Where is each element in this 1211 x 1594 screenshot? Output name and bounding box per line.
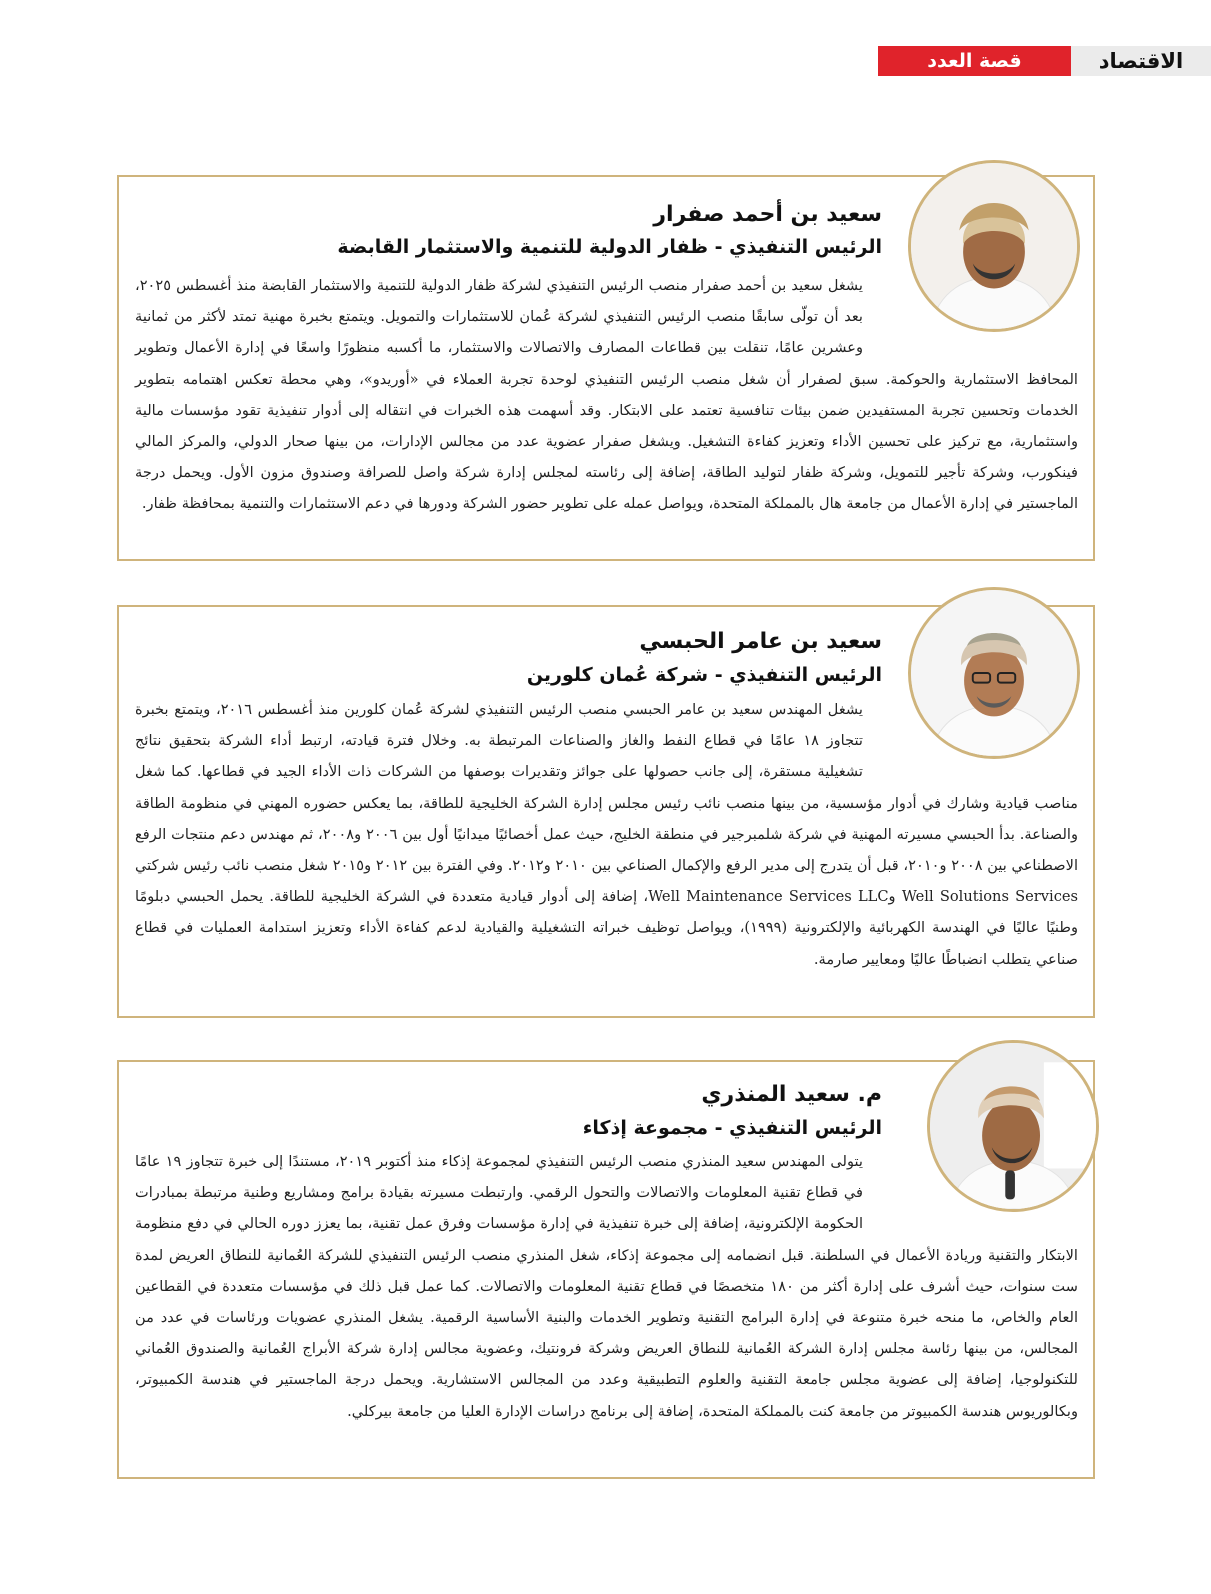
- profile-name: م. سعيد المنذري: [701, 1082, 882, 1107]
- brand-logo: الاقتصاد: [1071, 46, 1211, 76]
- profile-bio: يشغل سعيد بن أحمد صفرار منصب الرئيس التنفيذي لشركة ظفار الدولية للتنمية والاستثمار القابضة منذ أغسطس ٢٠٢٥، بعد أن تولّى سابقًا منصب الرئيس التنفيذي لشركة عُمان للاستثمارات والتمويل. ويتمتع بخبرة مهنية تمتد لأكثر من ثمانية وعشرين عامًا، تنقلت بين قطاعات المصارف والاتصالات والاستثمار، ما أكسبه منظورًا واسعًا في إدارة الأعمال وتطوير المحافظ الاستثمارية والحوكمة. سبق لصفرار أن شغل منصب الرئيس التنفيذي لوحدة تجربة العملاء في «أوريدو»، وهي محطة تعكس اهتمامه بتطوير الخدمات وتحسين تجربة المستفيدين ضمن بيئات تنافسية تعتمد على الابتكار. وقد أسهمت هذه الخبرات في انتقاله إلى أدوار تنفيذية تقود مؤسسات مالية واستثمارية، مع تركيز على تحسين الأداء وتعزيز كفاءة التشغيل. ويشغل صفرار عضوية عدد من مجالس الإدارات، من بينها صحار الدولي، والمركز المالي فينكورب، وشركة تأجير للتمويل، وشركة ظفار لتوليد الطاقة، إضافة إلى رئاسته لمجلس إدارة شركة واصل للصرافة وصندوق مزون الأول. ويحمل درجة الماجستير في إدارة الأعمال من جامعة هال بالمملكة المتحدة، ويواصل عمله على تطوير حضور الشركة ودورها في دعم الاستثمارات والتنمية بمحافظة ظفار.: [135, 277, 1078, 513]
- profile-role: الرئيس التنفيذي - مجموعة إذكاء: [582, 1117, 882, 1139]
- page-header: [878, 46, 1211, 76]
- profile-role: الرئيس التنفيذي - ظفار الدولية للتنمية والاستثمار القابضة: [337, 236, 882, 258]
- profile-bio: يشغل المهندس سعيد بن عامر الحبسي منصب الرئيس التنفيذي لشركة عُمان كلورين منذ أغسطس ٢٠١٦، ويتمتع بخبرة تتجاوز ١٨ عامًا في قطاع النفط والغاز والصناعات المرتبطة به. وخلال فترة قيادته، ارتبط أداء الشركة بتحقيق نتائج تشغيلية مستقرة، إلى جانب حصولها على جوائز وتقديرات بوصفها من الشركات ذات الأداء الجيد في قطاعها. كما شغل مناصب قيادية وشارك في أدوار مؤسسية، من بينها منصب نائب رئيس مجلس إدارة الشركة الخليجية للطاقة، بما يعكس حضوره المهني في منظومة الطاقة والصناعة. بدأ الحبسي مسيرته المهنية في شركة شلمبرجير في منطقة الخليج، حيث عمل أخصائيًا ميدانيًا أول بين ٢٠٠٦ و٢٠٠٨، ثم مهندس دعم منتجات الرفع الاصطناعي بين ٢٠٠٨ و٢٠١٠، قبل أن يتدرج إلى مدير الرفع والإكمال الصناعي بين ٢٠١٠ و٢٠١٢. وفي الفترة بين ٢٠١٢ و٢٠١٥ شغل منصب نائب رئيس شركتي Well Solutions Services وWell Maintenance Services LLC، إضافة إلى أدوار قيادية متعددة في الشركة الخليجية للطاقة. يحمل الحبسي دبلومًا وطنيًا عاليًا في الهندسة الكهربائية والإلكترونية (١٩٩٩)، ويواصل توظيف خبراته التشغيلية والقيادية لدعم كفاءة الأداء وتعزيز استدامة العمليات في قطاع صناعي يتطلب انضباطًا عاليًا ومعايير صارمة.: [135, 701, 1079, 968]
- profile-role: الرئيس التنفيذي - شركة عُمان كلورين: [526, 664, 882, 686]
- profile-name: سعيد بن عامر الحبسي: [639, 629, 882, 654]
- section-label: قصة العدد: [878, 46, 1071, 76]
- profile-name: سعيد بن أحمد صفرار: [653, 202, 882, 227]
- profile-bio: يتولى المهندس سعيد المنذري منصب الرئيس التنفيذي لمجموعة إذكاء منذ أكتوبر ٢٠١٩، مستندًا إلى خبرة تتجاوز ١٩ عامًا في قطاع تقنية المعلومات والاتصالات والتحول الرقمي. وارتبطت مسيرته بقيادة برامج ومشاريع وطنية مرتبطة بمبادرات الحكومة الإلكترونية، إضافة إلى خبرة تنفيذية في إدارة مؤسسات وفرق عمل تقنية، بما يعزز دوره الحالي في دفع منظومة الابتكار والتقنية وريادة الأعمال في السلطنة. قبل انضمامه إلى مجموعة إذكاء، شغل المنذري منصب الرئيس التنفيذي للشركة العُمانية للنطاق العريض لمدة ست سنوات، حيث أشرف على إدارة أكثر من ١٨٠ متخصصًا في قطاع تقنية المعلومات والاتصالات. كما عمل قبل ذلك في مؤسسات متعددة في القطاعين العام والخاص، ما منحه خبرة متنوعة في إدارة البرامج التقنية وتطوير الخدمات والبنية الأساسية الرقمية. يشغل المنذري عضويات ورئاسات في عدد من المجالس، من بينها رئاسة مجلس إدارة الشركة العُمانية للنطاق العريض وشركة فرونتيك، وعضوية مجالس إدارة شركة الأبراج العُمانية والصندوق العُماني للتكنولوجيا، إضافة إلى عضوية مجلس جامعة التقنية والعلوم التطبيقية وعدد من المجالس الاستشارية. ويحمل درجة الماجستير في هندسة الكمبيوتر، وبكالوريوس هندسة الكمبيوتر من جامعة كنت بالمملكة المتحدة، إضافة إلى برنامج دراسات الإدارة العليا من جامعة بيركلي.: [135, 1153, 1078, 1420]
